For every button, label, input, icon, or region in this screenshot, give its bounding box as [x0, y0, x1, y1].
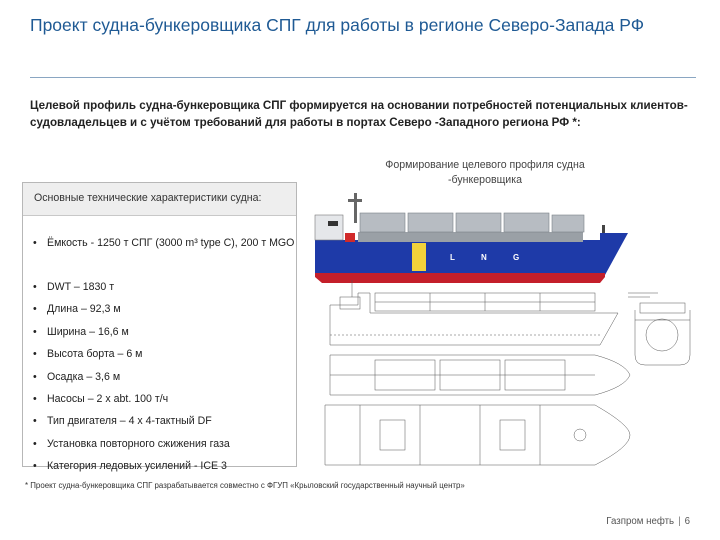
title-divider: [30, 77, 696, 78]
spec-item-depth: • Высота борта – 6 м: [33, 344, 295, 366]
slide-title: Проект судна-бункеровщика СПГ для работы в регионе Северо-Запада РФ: [30, 15, 645, 35]
spec-item-dwt: • DWT – 1830 т: [33, 277, 295, 299]
ship-profile-rendering: [315, 193, 628, 283]
footnote: * Проект судна-бункеровщика СПГ разрабатывается совместно с ФГУП «Крыловский государственный научный центр»: [25, 481, 465, 490]
spec-item-length: • Длина – 92,3 м: [33, 299, 295, 321]
spec-item-pumps: • Насосы – 2 x abt. 100 т/ч: [33, 389, 295, 411]
slide-footer: [606, 516, 690, 527]
spec-item-draft: • Осадка – 3,6 м: [33, 367, 295, 389]
specs-list: [33, 233, 295, 479]
spec-item-width: • Ширина – 16,6 м: [33, 322, 295, 344]
specs-header: Основные технические характеристики судна:: [23, 183, 296, 216]
spec-item-engine: • Тип двигателя – 4 x 4-тактный DF: [33, 411, 295, 433]
profile-caption: Формирование целевого профиля судна -бункеровщика: [385, 159, 585, 186]
footer-company: Газпром нефть: [606, 516, 675, 527]
page-number: 6: [684, 516, 690, 527]
specs-panel: [22, 182, 297, 473]
ship-profile-drawing: [330, 280, 618, 345]
hull-marking-text: L N G: [450, 253, 532, 262]
spec-item-reliquefaction: • Установка повторного сжижения газа: [33, 434, 295, 456]
ship-drawings: [300, 185, 700, 475]
spec-item-ice-class: • Категория ледовых усилений - ICE 3: [33, 456, 295, 478]
lng-hull-marking: [450, 253, 531, 262]
spec-item-capacity: • Ёмкость - 1250 т СПГ (3000 m³ type C), 200 т MGO: [33, 233, 295, 277]
midship-section-drawing: [628, 293, 690, 365]
intro-text: Целевой профиль судна-бункеровщика СПГ формируется на основании потребностей потенциальных клиентов-судовладельцев и с учётом требований для работы в портах Северо -Западного региона РФ *:: [30, 99, 688, 129]
general-arrangement-drawing: [325, 355, 630, 465]
footer-separator: |: [678, 516, 681, 527]
